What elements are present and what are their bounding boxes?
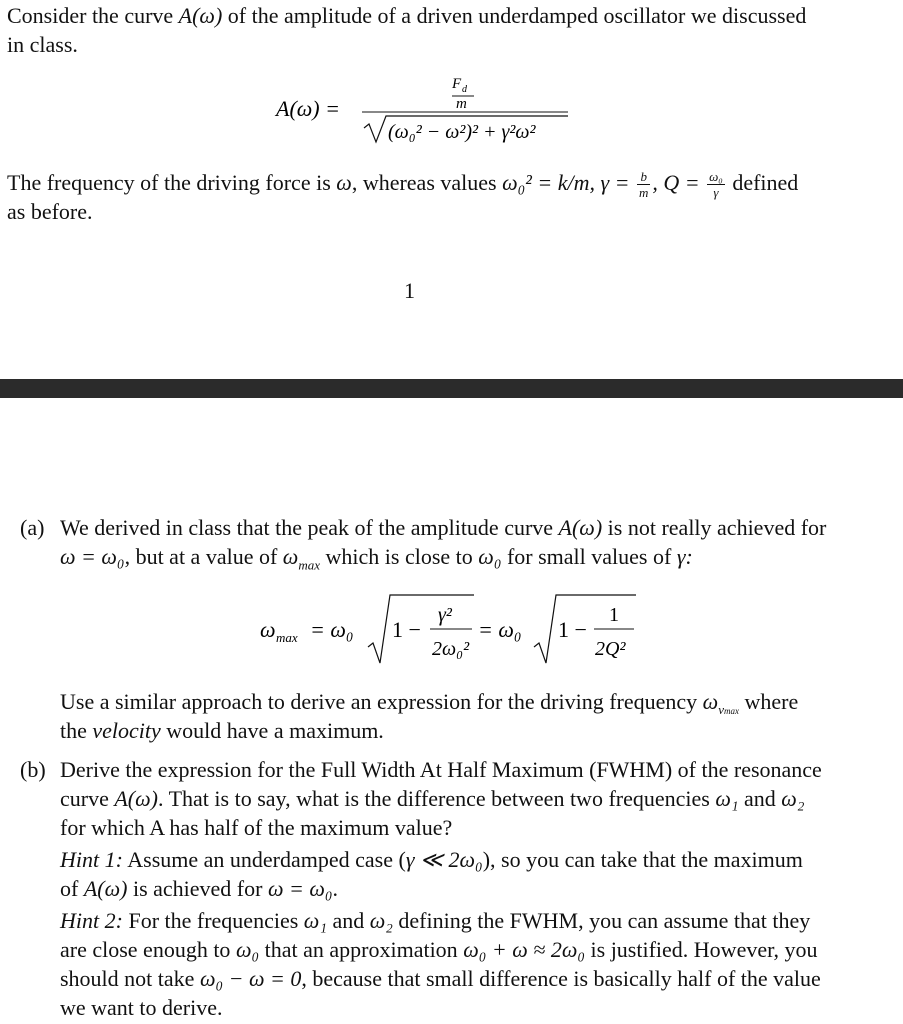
part-a-line-4	[60, 716, 384, 745]
hint-2-line-2	[60, 935, 818, 964]
radicand: (ω₀² − ω²)² + γ²ω²	[388, 121, 536, 143]
fraction-denominator: m	[639, 185, 649, 201]
omega0-symbol: ω₀	[478, 544, 502, 569]
fraction-denominator: γ	[713, 185, 719, 201]
omega-max-symbol: ω	[282, 544, 299, 569]
amplitude-symbol: A(ω)	[83, 876, 128, 901]
hint-text: are close enough to	[60, 937, 236, 962]
hint-math: γ ≪ 2ω₀	[405, 847, 483, 872]
part-a-text: where	[739, 689, 799, 714]
fraction-denominator: 2Q²	[595, 638, 626, 660]
hint-text: is achieved for	[127, 876, 268, 901]
hint-2-line-4	[60, 993, 223, 1022]
part-b-line-3	[60, 813, 452, 842]
part-b-text: for which A has half of the maximum value?	[60, 815, 453, 840]
one-minus: 1 −	[392, 617, 421, 642]
hint-math: ω = ω₀	[267, 876, 333, 901]
amplitude-equation	[0, 70, 903, 150]
hint-2-label: Hint 2:	[60, 908, 123, 933]
hint-text: Assume an underdamped case (	[122, 847, 406, 872]
part-b-label: (b)	[20, 757, 46, 782]
mass-symbol: m	[456, 96, 467, 112]
hint-text: , because that small difference is basically half of the value	[301, 966, 821, 991]
part-a-text: would have a maximum.	[160, 718, 384, 743]
amplitude-symbol: A(ω)	[558, 515, 603, 540]
max-subscript: max	[276, 630, 298, 645]
fraction-denominator: 2ω₀²	[432, 638, 470, 660]
hint-2-line-3	[60, 964, 821, 993]
one-minus: 1 −	[558, 617, 587, 642]
definition-text: defined	[726, 170, 799, 195]
omega1-symbol: ω₁	[715, 786, 739, 811]
part-a-text: is not really achieved for	[602, 515, 827, 540]
part-a-text: the	[60, 718, 93, 743]
part-b-line-2	[60, 784, 804, 813]
definition-text: The frequency of the driving force is	[7, 170, 337, 195]
fraction-numerator: b	[637, 170, 650, 185]
fraction-numerator: ω₀	[709, 169, 723, 185]
v-subscript	[718, 702, 739, 717]
part-a-text: , but at a value of	[124, 544, 283, 569]
definition-text: as before.	[7, 199, 93, 224]
v-subscript-text: v	[718, 702, 724, 718]
hint-text: ), so you can take that the maximum	[482, 847, 803, 872]
hint-text: .	[332, 876, 339, 901]
hint-text: that an approximation	[259, 937, 464, 962]
page-number: 1	[404, 278, 415, 303]
part-a-text: We derived in class that the peak of the amplitude curve	[60, 515, 559, 540]
fraction-numerator: 1	[609, 604, 619, 626]
intro-text: of the amplitude of a driven underdamped oscillator we discussed	[222, 3, 807, 28]
part-b-text: . That is to say, what is the difference between two frequencies	[157, 786, 716, 811]
hint-text: of	[60, 876, 84, 901]
max-subsubscript: max	[724, 706, 739, 717]
amplitude-symbol: A(ω)	[114, 786, 158, 811]
intro-text: Consider the curve	[7, 3, 179, 28]
omega1-symbol: ω₁	[303, 908, 327, 933]
force-subscript: d	[462, 84, 467, 95]
omega-equals-omega0: ω = ω₀	[60, 544, 125, 569]
omega-symbol: ω	[336, 170, 352, 195]
hint-1-line-2	[60, 874, 338, 903]
definitions-line-1	[7, 168, 798, 199]
hint-text: is justified. However, you	[585, 937, 818, 962]
page-separator	[0, 379, 903, 398]
part-a-line-1	[60, 513, 826, 542]
part-b-text: and	[738, 786, 782, 811]
omega0-definition: ω₀² = k/m, γ =	[502, 170, 635, 195]
gamma-symbol: γ:	[676, 544, 693, 569]
hint-1-line-1	[60, 845, 803, 874]
equals-omega0: = ω₀	[478, 617, 522, 642]
fraction-numerator: γ²	[438, 604, 452, 626]
hint-text: we want to derive.	[60, 995, 223, 1020]
amplitude-symbol: A(ω)	[178, 3, 223, 28]
omega-max-lhs: ω	[260, 617, 276, 642]
hint-text: should not take	[60, 966, 200, 991]
hint-text: defining the FWHM, you can assume that they	[392, 908, 811, 933]
equation-lhs: A(ω) =	[276, 96, 340, 121]
part-b-text: curve	[60, 786, 115, 811]
velocity-emphasis: velocity	[92, 718, 161, 743]
omega-max-equation	[0, 585, 903, 665]
hint-2-line-1	[60, 906, 810, 935]
intro-text: in class.	[7, 32, 78, 57]
intro-line-1	[7, 1, 806, 30]
intro-line-2	[7, 30, 78, 59]
max-subscript: max	[298, 557, 321, 573]
omega2-symbol: ω₂	[369, 908, 393, 933]
part-a-text: for small values of	[501, 544, 677, 569]
q-definition: , Q =	[652, 170, 706, 195]
part-a-line-3	[60, 687, 798, 716]
part-a-text: which is close to	[320, 544, 479, 569]
q-fraction	[707, 170, 725, 199]
omega2-symbol: ω₂	[781, 786, 805, 811]
equals-omega0: = ω₀	[310, 617, 354, 642]
part-a-label: (a)	[20, 515, 45, 540]
part-a-text: Use a similar approach to derive an expression for the driving frequency	[60, 689, 703, 714]
hint-text: and	[326, 908, 370, 933]
definition-text: , whereas values	[351, 170, 503, 195]
part-b-text: Derive the expression for the Full Width At Half Maximum (FWHM) of the resonance	[60, 757, 822, 782]
part-a-line-2	[60, 542, 693, 571]
hint-text: For the frequencies	[122, 908, 304, 933]
definitions-line-2	[7, 197, 93, 226]
hint-math: ω₀ − ω = 0	[199, 966, 302, 991]
omega0-symbol: ω₀	[235, 937, 260, 962]
hint-1-label: Hint 1:	[60, 847, 123, 872]
hint-math: ω₀ + ω ≈ 2ω₀	[463, 937, 586, 962]
omega-v-symbol: ω	[702, 689, 719, 714]
part-b-line-1	[60, 755, 822, 784]
b-over-m-fraction	[637, 170, 650, 199]
force-symbol: F	[452, 76, 462, 92]
